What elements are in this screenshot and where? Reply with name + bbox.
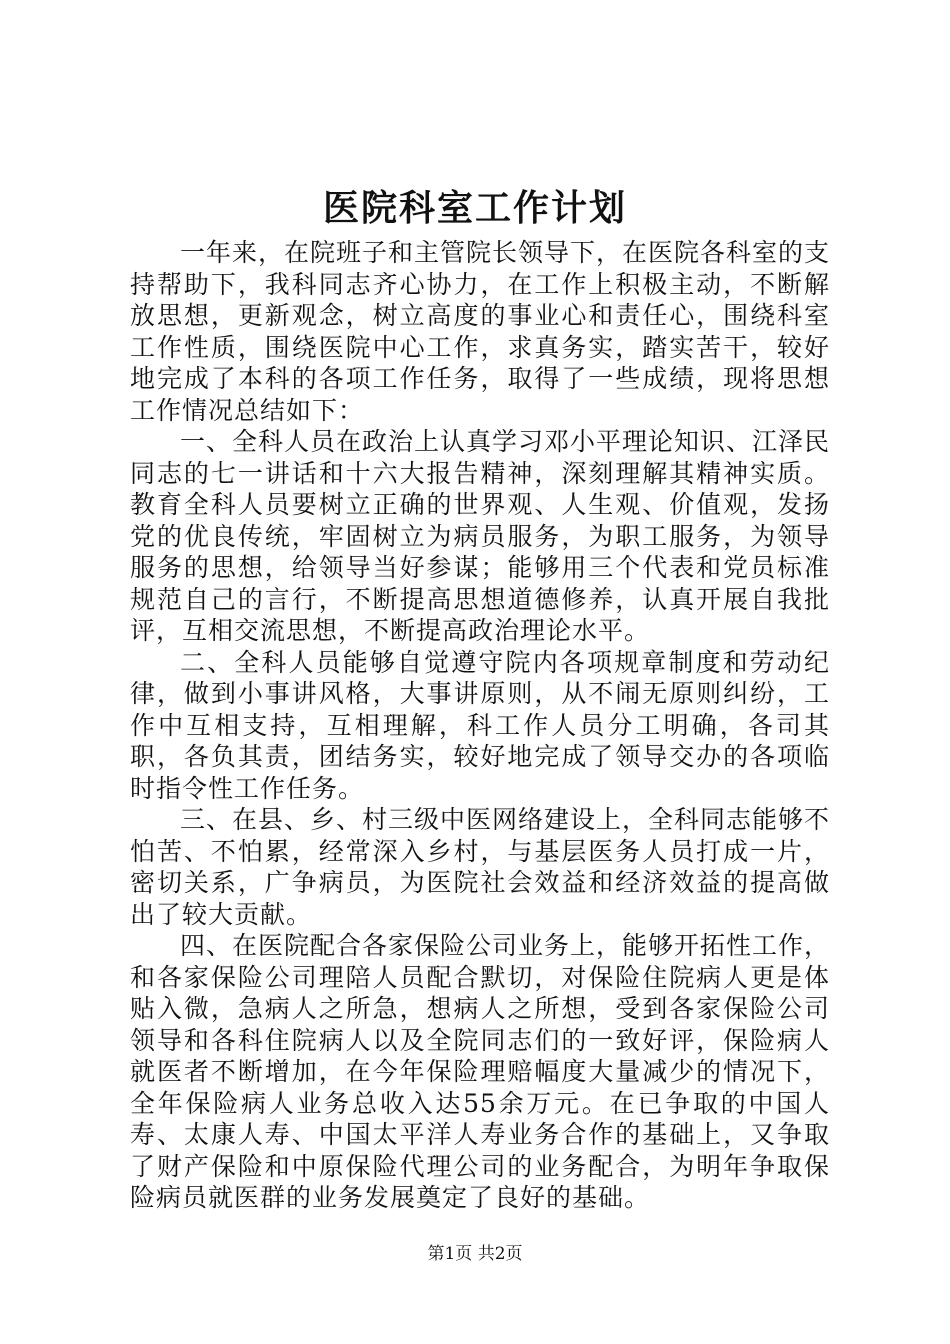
paragraph-section-3: 三、在县、乡、村三级中医网络建设上，全科同志能够不怕苦、不怕累，经常深入乡村，与基层医务人员打成一片，密切关系，广争病员，为医院社会效益和经济效益的提高做出了较大贡献。 — [130, 805, 831, 929]
paragraph-section-4: 四、在医院配合各家保险公司业务上，能够开拓性工作，和各家保险公司理陪人员配合默切，对保险住院病人更是体贴入微，急病人之所急，想病人之所想，受到各家保险公司领导和各科住院病人以及全院同志们的一致好评，保险病人就医者不断增加，在今年保险理赔幅度大量减少的情况下，全年保险病人业务总收入达55余万元。在已争取的中国人寿、太康人寿、中国太平洋人寿业务合作的基础上，又争取了财产保险和中原保险代理公司的业务配合，为明年争取保险病员就医群的业务发展奠定了良好的基础。 — [130, 931, 831, 1212]
document-body — [130, 237, 830, 1214]
paragraph-intro: 一年来，在院班子和主管院长领导下，在医院各科室的支持帮助下，我科同志齐心协力，在工作上积极主动，不断解放思想，更新观念，树立高度的事业心和责任心，围绕科室工作性质，围绕医院中心工作，求真务实，踏实苦干，较好地完成了本科的各项工作任务，取得了一些成绩，现将思想工作情况总结如下： — [130, 238, 831, 425]
paragraph-section-2: 二、全科人员能够自觉遵守院内各项规章制度和劳动纪律，做到小事讲风格，大事讲原则，从不闹无原则纠纷，工作中互相支持，互相理解，科工作人员分工明确，各司其职，各负其责，团结务实，较好地完成了领导交办的各项临时指令性工作任务。 — [130, 647, 830, 803]
document-title: 医院科室工作计划 — [322, 187, 627, 229]
page-footer: 第1页 共2页 — [427, 1244, 523, 1264]
paragraph-section-1: 一、全科人员在政治上认真学习邓小平理论知识、江泽民同志的七一讲话和十六大报告精神，深刻理解其精神实质。教育全科人员要树立正确的世界观、人生观、价值观，发扬党的优良传统，牢固树立为病员服务，为职工服务，为领导服务的思想，给领导当好参谋；能够用三个代表和党员标准规范自己的言行，不断提高思想道德修养，认真开展自我批评，互相交流思想，不断提高政治理论水平。 — [130, 427, 831, 645]
